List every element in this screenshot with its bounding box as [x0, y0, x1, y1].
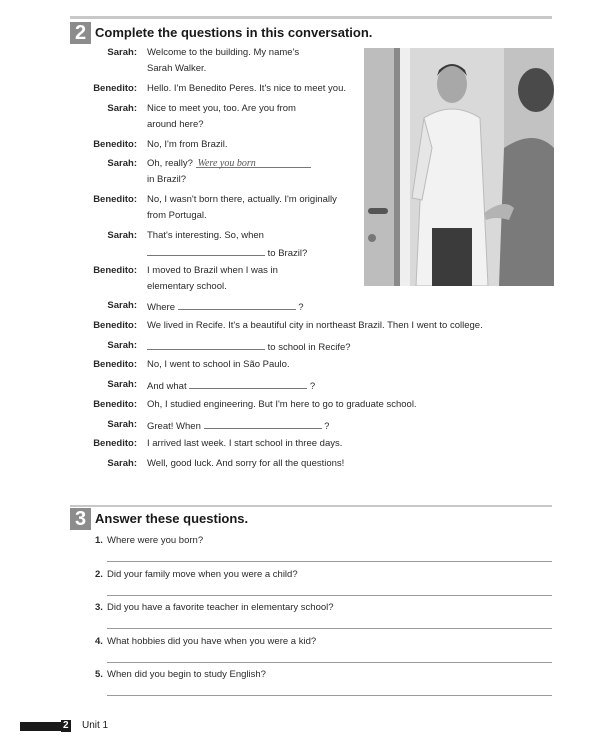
answer-blank[interactable] — [147, 245, 265, 256]
utterance: No, I wasn't born there, actually. I'm originally — [147, 194, 337, 205]
utterance: Well, good luck. And sorry for all the questions! — [147, 458, 345, 469]
speaker-name: Benedito: — [93, 194, 137, 205]
utterance — [147, 299, 304, 315]
utterance-text: to Brazil? — [267, 248, 308, 259]
speaker-name: Sarah: — [107, 458, 137, 469]
question-text: Did you have a favorite teacher in elementary school? — [107, 602, 334, 613]
utterance: No, I'm from Brazil. — [147, 139, 228, 150]
utterance: Oh, I studied engineering. But I'm here to go to graduate school. — [147, 399, 417, 410]
utterance: I arrived last week. I start school in three days. — [147, 438, 343, 449]
question-text: What hobbies did you have when you were a kid? — [107, 636, 317, 647]
utterance: around here? — [147, 119, 204, 130]
speaker-name: Sarah: — [107, 379, 137, 390]
answer-line[interactable] — [107, 662, 552, 663]
answer-line[interactable] — [107, 695, 552, 696]
utterance-text: Great! When — [147, 421, 201, 432]
utterance — [147, 378, 315, 394]
utterance — [147, 418, 329, 434]
section-3-divider — [70, 505, 552, 507]
utterance: in Brazil? — [147, 174, 187, 185]
utterance: I moved to Brazil when I was in — [147, 265, 278, 276]
speaker-name: Sarah: — [107, 300, 137, 311]
top-divider — [70, 16, 552, 19]
speaker-name: Benedito: — [93, 320, 137, 331]
answer-line[interactable] — [107, 561, 552, 562]
utterance: Sarah Walker. — [147, 63, 207, 74]
speaker-name: Sarah: — [107, 340, 137, 351]
section-3-title: Answer these questions. — [95, 511, 249, 526]
speaker-name: Benedito: — [93, 83, 137, 94]
utterance-text: ? — [324, 421, 330, 432]
answer-blank[interactable] — [196, 157, 311, 168]
utterance: No, I went to school in São Paulo. — [147, 359, 290, 370]
section-2-number: 2 — [70, 22, 91, 44]
answer-blank[interactable] — [204, 418, 322, 429]
conversation-photo — [364, 48, 554, 286]
question-text: Did your family move when you were a child? — [107, 569, 298, 580]
speaker-name: Sarah: — [107, 419, 137, 430]
question-number: 1. — [95, 535, 103, 546]
question-text: When did you begin to study English? — [107, 669, 266, 680]
utterance: Nice to meet you, too. Are you from — [147, 103, 296, 114]
page-number: 2 — [63, 720, 69, 731]
answer-line[interactable] — [107, 628, 552, 629]
answer-blank[interactable] — [189, 378, 307, 389]
speaker-name: Benedito: — [93, 399, 137, 410]
utterance-text: Oh, really? — [147, 158, 193, 169]
utterance: from Portugal. — [147, 210, 207, 221]
utterance-text: ? — [298, 302, 304, 313]
utterance: That's interesting. So, when — [147, 230, 264, 241]
section-3-number: 3 — [70, 508, 91, 530]
utterance-text: ? — [309, 381, 316, 392]
speaker-name: Sarah: — [107, 47, 137, 58]
question-number: 2. — [95, 569, 103, 580]
question-text: Where were you born? — [107, 535, 204, 546]
utterance: Hello. I'm Benedito Peres. It's nice to meet you. — [147, 83, 346, 94]
question-number: 4. — [95, 636, 103, 647]
answer-blank[interactable] — [178, 299, 296, 310]
utterance — [147, 245, 307, 261]
answer-blank[interactable] — [147, 339, 265, 350]
speaker-name: Sarah: — [107, 103, 137, 114]
speaker-name: Benedito: — [93, 139, 137, 150]
utterance: Welcome to the building. My name's — [147, 47, 300, 58]
question-number: 5. — [95, 669, 103, 680]
speaker-name: Sarah: — [107, 158, 137, 169]
utterance: elementary school. — [147, 281, 227, 292]
answer-text: Were you born — [197, 158, 256, 169]
speaker-name: Sarah: — [107, 230, 137, 241]
question-number: 3. — [95, 602, 103, 613]
utterance — [147, 339, 351, 355]
section-2-title: Complete the questions in this conversation. — [95, 25, 373, 40]
utterance: We lived in Recife. It's a beautiful city in northeast Brazil. Then I went to college. — [147, 320, 483, 331]
utterance-text: Where — [147, 302, 175, 313]
utterance-text: to school in Recife? — [267, 342, 351, 353]
utterance-text: And what — [147, 381, 187, 392]
answer-line[interactable] — [107, 595, 552, 596]
speaker-name: Benedito: — [93, 265, 137, 276]
speaker-name: Benedito: — [93, 359, 137, 370]
speaker-name: Benedito: — [93, 438, 137, 449]
unit-label: Unit 1 — [82, 720, 109, 731]
utterance — [147, 157, 311, 171]
